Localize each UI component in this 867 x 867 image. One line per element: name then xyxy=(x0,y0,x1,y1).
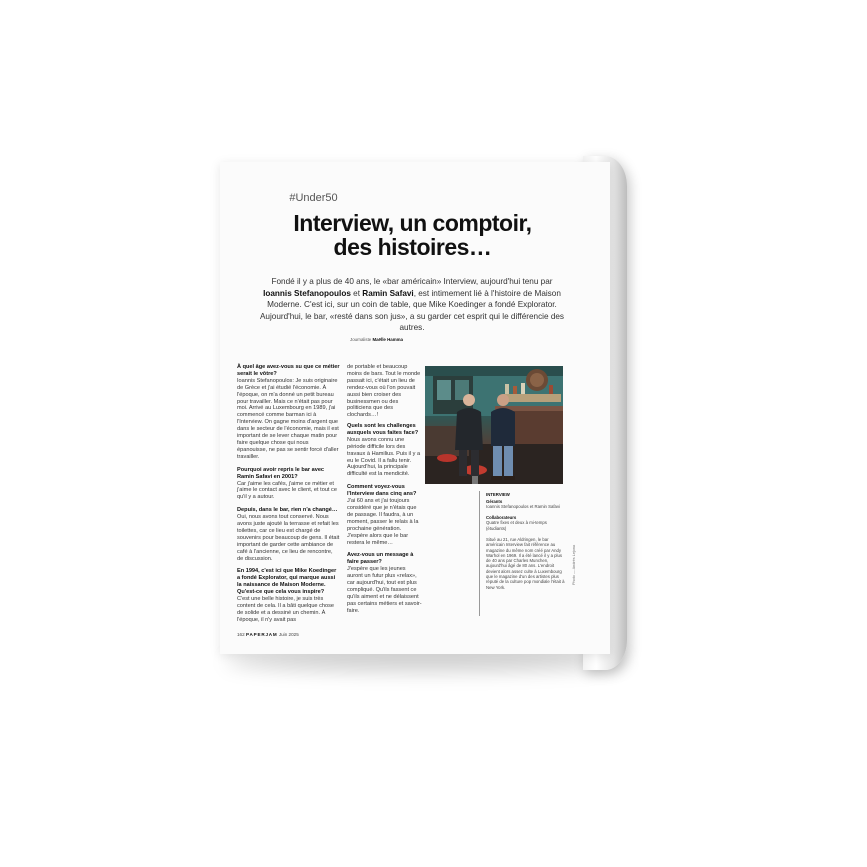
sidebar-collaborateurs xyxy=(486,515,566,531)
lede-part-3: , est intimement lié à l'histoire de Maison Moderne. C'est ici, sur un coin de table, que Mike Koedinger a fondé Explorator. Aujourd'hui, le bar, «resté dans son jus», a su garder cet esprit qui le différencie des autres. xyxy=(259,288,565,332)
bar-photo xyxy=(425,366,563,484)
qa-item xyxy=(237,364,340,461)
byline-name: Maëlle Hamma xyxy=(372,337,403,342)
question: Quels sont les challenges auxquels vous faites face? xyxy=(347,423,419,436)
brand-logo: PAPERJAM xyxy=(245,632,278,637)
qa-item xyxy=(237,507,340,562)
answer: J'espère que les jeunes auront un futur plus «relax», car aujourd'hui, tout est plus compliqué. Qu'ils fassent ce qu'ils aiment et ne délaissent pas certains métiers et savoir-faire. xyxy=(347,566,422,614)
question: À quel âge avez-vous su que ce métier serait le vôtre? xyxy=(237,364,340,377)
sidebar-text: Situé au 21, rue Aldringen, le bar américain Interview fait référence au magazine du même nom créé par Andy Warhol en 1969. Il a été lancé il y a plus de 40 ans par Charles Munchen, aujourd'hui âgé de 80 ans. L'endroit devient alors assez culte à Luxembourg que le magazine d'un des artistes plus réputé de la culture pop mondiale l'était à New York. xyxy=(486,537,565,590)
page-footer xyxy=(237,632,299,637)
sidebar-collab-value: Quatre fixes et deux à mi-temps (étudiants) xyxy=(486,520,547,531)
lede xyxy=(258,276,566,334)
question: Avez-vous un message à faire passer? xyxy=(347,552,414,566)
headline-line-2: des histoires… xyxy=(333,234,492,260)
answer: Oui, nous avons tout conservé. Nous avons juste ajouté la terrasse et refait les toilettes, car ce lieu est chargé de souvenirs pour beaucoup de gens. Il était important de garder cette ambiance de café à l'ancienne, ce lieu de rencontre, de discussion. xyxy=(237,514,340,562)
question: En 1994, c'est ici que Mike Koedinger a fondé Explorator, qui marque aussi la naissance de Maison Moderne. Qu'est-ce que cela vous inspire? xyxy=(237,568,337,596)
headline-line-1: Interview, un comptoir, xyxy=(293,210,532,236)
sidebar-gerants-label: Gérants xyxy=(486,499,503,504)
qa-item xyxy=(237,467,340,502)
qa-item xyxy=(347,552,422,614)
qa-item xyxy=(347,423,422,478)
column-2-top xyxy=(347,364,422,425)
byline-label: Journaliste xyxy=(350,337,373,342)
answer: C'est une belle histoire, je suis très content de cela. Il a bâti quelque chose de solide et a dessiné un chemin. À l'époque, il n'y avait pas xyxy=(237,596,335,623)
sidebar-gerants-value: Ioannis Stefanopoulos et Ramin Safavi xyxy=(486,504,561,510)
bar-photo-illustration xyxy=(425,366,563,484)
lede-part-2: et xyxy=(350,288,363,298)
issue-date: Juin 2025 xyxy=(278,632,299,637)
page-number: 162 xyxy=(237,632,245,637)
answer: Ioannis Stefanopoulos: Je suis originaire de Grèce et j'ai étudié l'économie. À l'époque, on m'a donné un petit bureau pour travailler. Mais ce n'était pas pour moi. Arrivé au Luxembourg en 1989, j'ai commencé comme barman ici à l'Interview. On gagne moins d'argent que dans le secteur de l'économie, mais il est important de se lever chaque matin pour faire quelque chose qui nous épanouisse, ne pas se sentir forcé d'aller travailler. xyxy=(237,377,339,460)
lede-part-1: Fondé il y a plus de 40 ans, le «bar américain» Interview, aujourd'hui tenu par xyxy=(271,277,553,286)
sidebar-gerants xyxy=(486,499,566,510)
qa-item xyxy=(237,568,340,623)
column-1 xyxy=(237,364,340,630)
question: Comment voyez-vous l'Interview dans cinq ans? xyxy=(347,484,417,498)
lede-name-2: Ramin Safavi xyxy=(362,288,414,298)
answer: Nous avons connu une période difficile lors des travaux à Hamilius. Puis il y a eu le Covid. Il a fallu tenir. Aujourd'hui, la principale difficulté est la mendicité. xyxy=(347,436,421,478)
qa-item xyxy=(347,484,422,546)
answer-continued: de portable et beaucoup moins de bars. Tout le monde passait ici, c'était un lieu de rendez-vous où l'on pouvait aussi bien croiser des businessmen ou des politiciens que des clochards…! xyxy=(347,364,421,419)
headline xyxy=(230,211,595,259)
sidebar-title: INTERVIEW xyxy=(486,492,510,497)
lede-name-1: Ioannis Stefanopoulos xyxy=(263,288,351,298)
photo-credit: Photo — Andrés Lejona xyxy=(572,544,576,585)
kicker: #Under50 xyxy=(289,192,338,204)
answer: Car j'aime les cafés, j'aime ce métier et j'aime le contact avec le client, et tout ce qu'il y a autour. xyxy=(237,480,337,501)
answer: J'ai 60 ans et j'ai toujours considéré que je n'étais que de passage. Il faudra, à un moment, passer le relais à la prochaine génération. J'espère alors que le bar restera le même… xyxy=(347,498,419,546)
question: Depuis, dans le bar, rien n'a changé… xyxy=(237,507,338,514)
column-2 xyxy=(347,423,422,621)
sidebar-collab-label: Collaborateurs xyxy=(486,515,517,520)
question: Pourquoi avoir repris le bar avec Ramin Safavi en 2001? xyxy=(237,466,325,480)
byline xyxy=(350,337,403,342)
